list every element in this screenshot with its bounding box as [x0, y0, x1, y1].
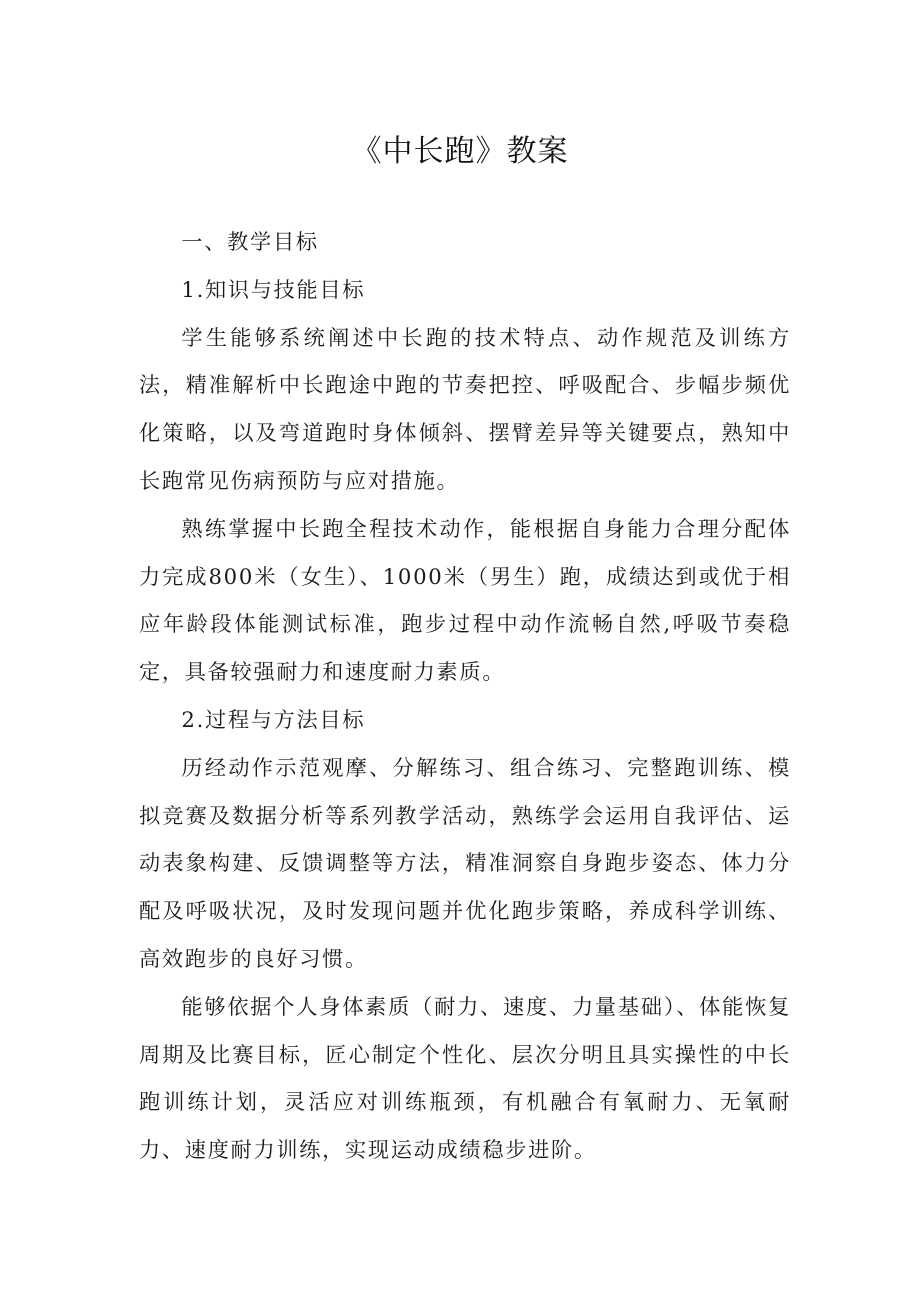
- paragraph-knowledge-2: 熟练掌握中长跑全程技术动作，能根据自身能力合理分配体力完成800米（女生）、1000米（男生）跑，成绩达到或优于相应年龄段体能测试标准，跑步过程中动作流畅自然,呼吸节奏稳定，具备较强耐力和速度耐力素质。: [139, 515, 791, 685]
- subsection-heading-process-methods: 2.过程与方法目标: [181, 706, 366, 732]
- document-title: 《中长跑》教案: [351, 134, 569, 169]
- paragraph-process-2: 能够依据个人身体素质（耐力、速度、力量基础）、体能恢复周期及比赛目标，匠心制定个性化、层次分明且具实操性的中长跑训练计划，灵活应对训练瓶颈，有机融合有氧耐力、无氧耐力、速度耐力训练，实现运动成绩稳步进阶。: [139, 993, 791, 1163]
- document-body: [139, 218, 791, 1174]
- paragraph-process-1: 历经动作示范观摩、分解练习、组合练习、完整跑训练、模拟竞赛及数据分析等系列教学活动，熟练学会运用自我评估、运动表象构建、反馈调整等方法，精准洞察自身跑步姿态、体力分配及呼吸状况，及时发现问题并优化跑步策略，养成科学训练、高效跑步的良好习惯。: [139, 754, 791, 971]
- section-heading-teaching-objectives: 一、教学目标: [181, 229, 319, 254]
- subsection-heading-knowledge-skills: 1.知识与技能目标: [181, 276, 366, 302]
- paragraph-knowledge-1: 学生能够系统阐述中长跑的技术特点、动作规范及训练方法，精准解析中长跑途中跑的节奏把控、呼吸配合、步幅步频优化策略，以及弯道跑时身体倾斜、摆臂差异等关键要点，熟知中长跑常见伤病预防与应对措施。: [139, 324, 791, 493]
